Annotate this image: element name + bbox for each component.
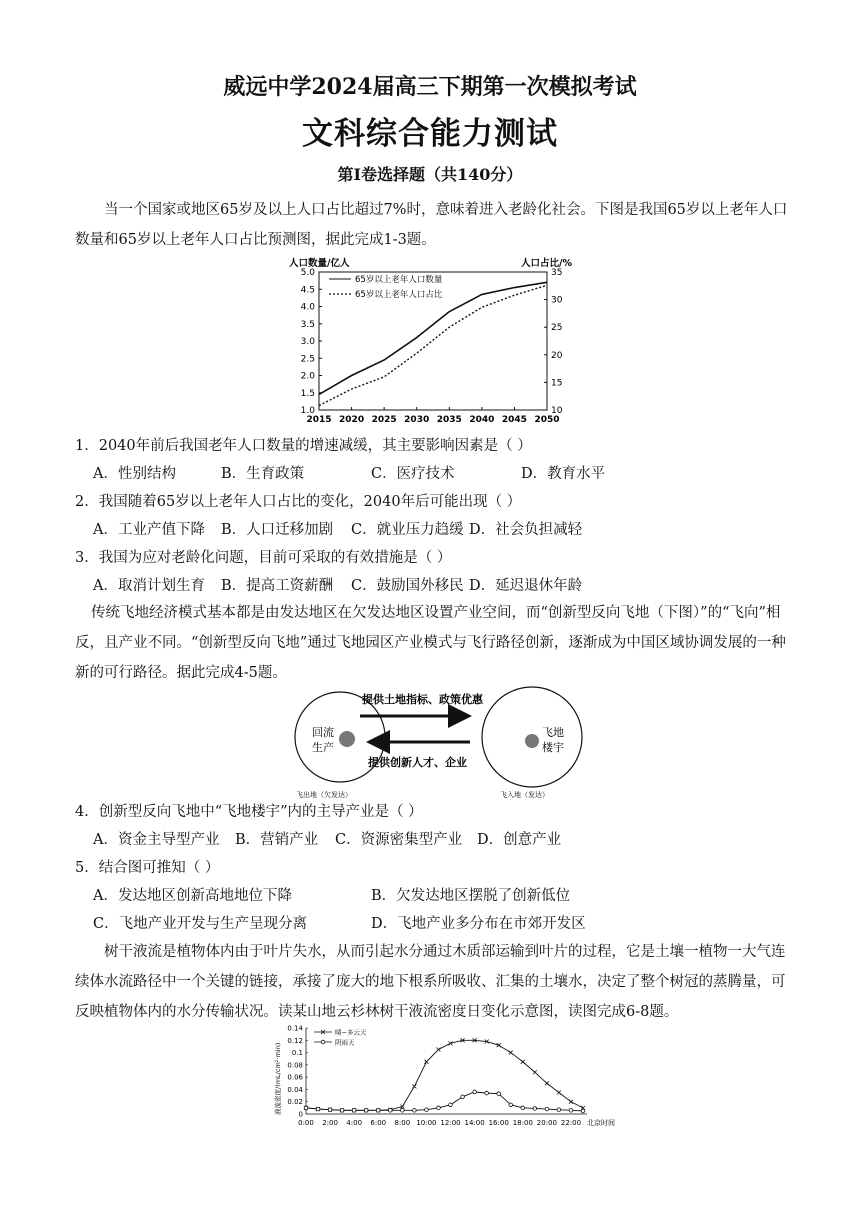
- rainy-point: [413, 1109, 417, 1113]
- x-tick-label: 20:00: [536, 1119, 557, 1127]
- rainy-point: [376, 1109, 380, 1113]
- x-tick-label: 14:00: [464, 1119, 485, 1127]
- question-5-options-row2: [93, 910, 813, 938]
- legend-share-label: 65岁以上老年人口占比: [355, 290, 443, 300]
- rainy-point: [545, 1107, 549, 1111]
- question-4-option-c: C．资源密集型产业: [335, 832, 463, 848]
- question-2-option-a: A．工业产值下降: [93, 522, 205, 538]
- question-5-option-a: A．发达地区创新高地地位下降: [93, 888, 292, 904]
- rainy-point: [316, 1107, 320, 1111]
- series-share-line: [319, 285, 547, 405]
- question-4-options: [93, 826, 813, 854]
- rainy-point: [449, 1103, 453, 1107]
- rainy-point: [364, 1109, 368, 1113]
- sunny-point: [521, 1060, 525, 1064]
- x-tick-label: 22:00: [560, 1119, 582, 1127]
- x-tick-label: 10:00: [416, 1119, 437, 1127]
- right-axis-label: 人口占比/%: [521, 258, 572, 269]
- x-tick-label: 2025: [371, 415, 397, 425]
- passage-2: 传统飞地经济模式基本都是由发达地区在欠发达地区设置产业空间，而“创新型反向飞地（下图）”的“飞向”相反，且产业不同。“创新型反向飞地”通过飞地园区产业模式与飞行路径创新，逐渐成为中国区域协调发展的一种新的可行路径。据此完成4-5题。: [75, 605, 786, 681]
- x-tick-label: 2040: [469, 415, 495, 425]
- question-1-option-b: B．生育政策: [221, 466, 305, 482]
- inflow-label-line1: 飞地: [542, 726, 564, 739]
- school-title: 威远中学2024届高三下期第一次模拟考试: [223, 74, 637, 100]
- passage-1: 当一个国家或地区65岁及以上人口占比超过7%时，意味着进入老龄化社会。下图是我国65岁以上老年人口数量和65岁以上老年人口占比预测图，据此完成1-3题。: [75, 202, 788, 248]
- right-tick-label: 15: [551, 378, 563, 389]
- y-tick-label: 0.1: [291, 1049, 303, 1058]
- right-tick-label: 35: [551, 268, 563, 278]
- left-tick-label: 4.5: [300, 285, 315, 296]
- rainy-point: [461, 1095, 465, 1099]
- rainy-point: [557, 1108, 561, 1112]
- question-1-option-a: A．性别结构: [93, 466, 176, 482]
- sunny-point: [545, 1081, 549, 1085]
- inflow-area-dot: [525, 734, 539, 748]
- right-tick-label: 10: [551, 406, 563, 416]
- question-5-option-b: B．欠发达地区摆脱了创新低位: [371, 888, 571, 904]
- section-title: 第Ⅰ卷选择题（共140分）: [337, 165, 523, 184]
- sunny-point: [557, 1091, 561, 1095]
- x-tick-label: 16:00: [488, 1119, 509, 1127]
- main-title: 文科综合能力测试: [302, 116, 558, 152]
- x-tick-label: 2030: [404, 415, 430, 425]
- question-4-option-b: B．营销产业: [235, 832, 319, 848]
- rainy-point: [389, 1109, 393, 1113]
- sap-flow-chart: [258, 1020, 620, 1132]
- rainy-point: [497, 1092, 501, 1096]
- question-5-option-c: C．飞地产业开发与生产呈现分离: [93, 916, 308, 932]
- rainy-point: [352, 1109, 356, 1113]
- rainy-point: [485, 1091, 489, 1095]
- question-4-stem: 4．创新型反向飞地中“飞地楼宇”内的主导产业是（ ）: [75, 804, 423, 820]
- question-3-option-b: B．提高工资薪酬: [221, 578, 334, 594]
- rainy-point: [437, 1106, 441, 1110]
- rainy-point: [473, 1090, 477, 1094]
- x-tick-label: 18:00: [512, 1119, 533, 1127]
- x-tick-label: 4:00: [346, 1119, 363, 1127]
- left-tick-label: 3.5: [300, 319, 315, 330]
- aging-population-chart: [285, 254, 590, 430]
- legend-population-label: 65岁以上老年人口数量: [355, 275, 443, 285]
- arrow-bottom-label: 提供创新人才、企业: [368, 756, 467, 769]
- x-tick-label: 2035: [436, 415, 462, 425]
- y-tick-label: 0.06: [287, 1073, 303, 1082]
- y-tick-label: 0.04: [287, 1085, 303, 1094]
- rainy-point: [569, 1109, 573, 1113]
- legend-sunny-label: 晴~多云天: [335, 1028, 367, 1037]
- x-axis-suffix: 北京时间: [587, 1119, 615, 1127]
- y-tick-label: 0.12: [287, 1036, 303, 1045]
- x-tick-label: 2045: [501, 415, 527, 425]
- right-tick-label: 30: [551, 295, 563, 306]
- x-tick-label: 2020: [339, 415, 365, 425]
- sunny-point: [533, 1070, 537, 1074]
- left-tick-label: 2.5: [300, 354, 315, 365]
- sunny-point: [569, 1100, 573, 1104]
- left-tick-label: 5.0: [300, 268, 315, 278]
- inflow-label-line2: 楼宇: [542, 741, 564, 754]
- rainy-point: [425, 1108, 429, 1112]
- outflow-label-line1: 回流: [312, 726, 334, 739]
- x-tick-label: 0:00: [298, 1119, 314, 1127]
- passage-3: 树干液流是植物体内由于叶片失水，从而引起水分通过木质部运输到叶片的过程，它是土壤一植物一大气连续体水流路径中一个关键的链接，承接了庞大的地下根系所吸收、汇集的土壤水，决定了整个树冠的蒸腾量，可反映植物体内的水分传输状况。读某山地云杉林树干液流密度日变化示意图，读图完成6-8题。: [75, 944, 786, 1020]
- inflow-caption: 飞入地（发达）: [500, 791, 549, 799]
- left-axis-label: 人口数量/亿人: [289, 258, 350, 269]
- question-3-option-d: D．延迟退休年龄: [469, 578, 583, 594]
- rainy-point: [581, 1109, 585, 1113]
- question-1-option-d: D．教育水平: [521, 466, 606, 482]
- question-5-stem: 5．结合图可推知（ ）: [75, 860, 220, 876]
- series-rainy-line: [306, 1092, 583, 1111]
- x-tick-label: 2:00: [322, 1119, 338, 1127]
- y-tick-label: 0.02: [287, 1098, 303, 1107]
- question-1-stem: 1．2040年前后我国老年人口数量的增速减缓，其主要影响因素是（ ）: [75, 438, 532, 454]
- legend-rainy-label: 阴雨天: [335, 1038, 355, 1047]
- x-tick-label: 12:00: [440, 1119, 461, 1127]
- right-tick-label: 20: [551, 350, 563, 361]
- x-tick-label: 2050: [534, 415, 560, 425]
- sunny-point: [436, 1048, 440, 1052]
- outflow-caption: 飞出地（欠发达）: [296, 791, 352, 799]
- left-tick-label: 4.0: [300, 302, 315, 313]
- question-3-option-a: A．取消计划生育: [93, 578, 205, 594]
- question-3-options: [93, 572, 813, 600]
- arrow-top-label: 提供土地指标、政策优惠: [362, 693, 483, 706]
- y-tick-label: 0: [298, 1110, 303, 1119]
- question-2-option-d: D．社会负担减轻: [469, 522, 583, 538]
- question-3-option-c: C．鼓励国外移民: [351, 578, 464, 594]
- rainy-point: [328, 1108, 332, 1112]
- x-tick-label: 6:00: [370, 1119, 387, 1127]
- question-3-stem: 3．我国为应对老龄化问题，目前可采取的有效措施是（ ）: [75, 550, 452, 566]
- left-tick-label: 1.0: [300, 406, 315, 416]
- rainy-point: [521, 1106, 525, 1110]
- rainy-point: [340, 1109, 344, 1113]
- left-tick-label: 2.0: [300, 371, 315, 382]
- y-tick-label: 0.14: [287, 1024, 303, 1033]
- question-1-options: [93, 460, 813, 488]
- question-4-option-d: D．创意产业: [477, 832, 562, 848]
- rainy-point: [509, 1103, 513, 1107]
- sunny-point: [509, 1051, 513, 1055]
- question-2-stem: 2．我国随着65岁以上老年人口占比的变化，2040年后可能出现（ ）: [75, 494, 522, 510]
- question-1-option-c: C．医疗技术: [371, 466, 455, 482]
- y-tick-label: 0.08: [287, 1061, 303, 1070]
- x-tick-label: 8:00: [394, 1119, 411, 1127]
- outflow-area-dot: [339, 731, 355, 747]
- x-tick-label: 2015: [306, 415, 332, 425]
- sunny-point: [424, 1060, 428, 1064]
- question-2-options: [93, 516, 813, 544]
- question-2-option-b: B．人口迁移加剧: [221, 522, 334, 538]
- series-sunny-line: [306, 1040, 583, 1110]
- y-axis-label: 液流密度/(mL/cm²·min): [274, 1042, 282, 1115]
- question-4-option-a: A．资金主导型产业: [93, 832, 220, 848]
- rainy-point: [304, 1106, 308, 1110]
- left-tick-label: 3.0: [300, 337, 315, 347]
- question-5-options-row1: [93, 882, 813, 910]
- rainy-point: [401, 1109, 405, 1113]
- question-5-option-d: D．飞地产业多分布在市郊开发区: [371, 916, 586, 932]
- right-tick-label: 25: [551, 323, 563, 334]
- rainy-point: [533, 1107, 537, 1111]
- sunny-point: [412, 1084, 416, 1088]
- legend-rainy-marker: [321, 1040, 325, 1044]
- outflow-label-line2: 生产: [312, 741, 334, 754]
- question-2-option-c: C．就业压力趋缓: [351, 522, 464, 538]
- reverse-enclave-diagram: [290, 680, 590, 802]
- left-tick-label: 1.5: [300, 388, 315, 399]
